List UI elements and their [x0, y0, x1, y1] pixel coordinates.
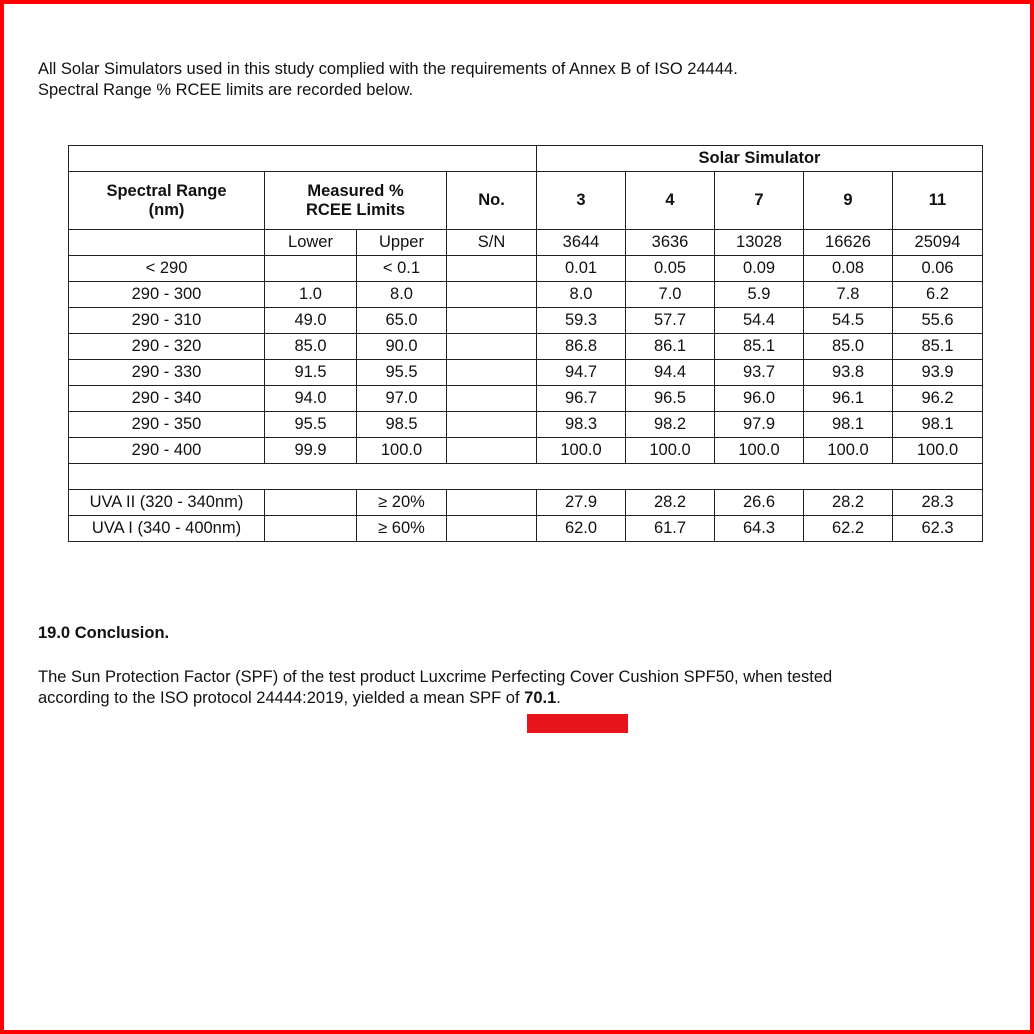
value-cell: 7.8 [804, 282, 893, 308]
range-cell: UVA II (320 - 340nm) [69, 490, 265, 516]
serial: 13028 [715, 230, 804, 256]
value-cell: 6.2 [893, 282, 983, 308]
lower-cell: 94.0 [265, 386, 357, 412]
value-cell: 96.2 [893, 386, 983, 412]
table-row [69, 282, 983, 308]
lower-cell: 85.0 [265, 334, 357, 360]
value-cell: 93.7 [715, 360, 804, 386]
value-cell: 86.1 [626, 334, 715, 360]
value-cell: 96.7 [537, 386, 626, 412]
blank-header [69, 146, 537, 172]
value-cell: 28.2 [626, 490, 715, 516]
upper-cell: ≥ 60% [357, 516, 447, 542]
range-cell: 290 - 400 [69, 438, 265, 464]
no-cell [447, 256, 537, 282]
value-cell: 27.9 [537, 490, 626, 516]
value-cell: 7.0 [626, 282, 715, 308]
value-cell: 100.0 [804, 438, 893, 464]
value-cell: 0.09 [715, 256, 804, 282]
lower-cell: 1.0 [265, 282, 357, 308]
upper-cell: 97.0 [357, 386, 447, 412]
value-cell: 62.2 [804, 516, 893, 542]
spacer-row [69, 464, 983, 490]
sn-label: S/N [447, 230, 537, 256]
value-cell: 54.5 [804, 308, 893, 334]
value-cell: 28.2 [804, 490, 893, 516]
table-row [69, 334, 983, 360]
value-cell: 86.8 [537, 334, 626, 360]
sim-number: 4 [626, 172, 715, 230]
value-cell: 28.3 [893, 490, 983, 516]
table-row [69, 412, 983, 438]
value-cell: 100.0 [537, 438, 626, 464]
intro-text [38, 59, 738, 101]
no-cell [447, 412, 537, 438]
spf-value: 70.1 [524, 689, 557, 707]
value-cell: 97.9 [715, 412, 804, 438]
value-cell: 98.1 [804, 412, 893, 438]
upper-cell: 65.0 [357, 308, 447, 334]
value-cell: 96.0 [715, 386, 804, 412]
value-cell: 85.1 [893, 334, 983, 360]
value-cell: 59.3 [537, 308, 626, 334]
value-cell: 85.1 [715, 334, 804, 360]
sim-number: 11 [893, 172, 983, 230]
serial: 25094 [893, 230, 983, 256]
conclusion-text [38, 667, 832, 709]
table-row [69, 516, 983, 542]
upper-cell: 95.5 [357, 360, 447, 386]
value-cell: 62.3 [893, 516, 983, 542]
value-cell: 55.6 [893, 308, 983, 334]
no-cell [447, 282, 537, 308]
table-row [69, 308, 983, 334]
value-cell: 93.8 [804, 360, 893, 386]
no-cell [447, 308, 537, 334]
table-row [69, 360, 983, 386]
value-cell: 96.1 [804, 386, 893, 412]
range-cell: < 290 [69, 256, 265, 282]
no-cell [447, 386, 537, 412]
value-cell: 94.7 [537, 360, 626, 386]
range-cell: UVA I (340 - 400nm) [69, 516, 265, 542]
serial: 3644 [537, 230, 626, 256]
intro-line-2: Spectral Range % RCEE limits are recorded below. [38, 81, 414, 99]
lower-cell: 99.9 [265, 438, 357, 464]
upper-cell: 98.5 [357, 412, 447, 438]
range-cell: 290 - 310 [69, 308, 265, 334]
value-cell: 100.0 [626, 438, 715, 464]
upper-label: Upper [357, 230, 447, 256]
no-cell [447, 516, 537, 542]
conclusion-line-1: The Sun Protection Factor (SPF) of the test product Luxcrime Perfecting Cover Cushion SPF50, when tested [38, 668, 833, 686]
sim-number: 9 [804, 172, 893, 230]
serial: 3636 [626, 230, 715, 256]
col-measured-rcee: Measured % RCEE Limits [265, 172, 447, 230]
upper-cell: < 0.1 [357, 256, 447, 282]
lower-cell [265, 490, 357, 516]
table-row [69, 490, 983, 516]
value-cell: 98.3 [537, 412, 626, 438]
lower-cell [265, 256, 357, 282]
no-cell [447, 438, 537, 464]
lower-cell: 91.5 [265, 360, 357, 386]
sim-number: 3 [537, 172, 626, 230]
value-cell: 98.2 [626, 412, 715, 438]
lower-label: Lower [265, 230, 357, 256]
value-cell: 98.1 [893, 412, 983, 438]
value-cell: 0.08 [804, 256, 893, 282]
no-cell [447, 334, 537, 360]
value-cell: 85.0 [804, 334, 893, 360]
range-cell: 290 - 350 [69, 412, 265, 438]
upper-cell: 8.0 [357, 282, 447, 308]
lower-cell [265, 516, 357, 542]
value-cell: 57.7 [626, 308, 715, 334]
table-row [69, 438, 983, 464]
value-cell: 0.06 [893, 256, 983, 282]
lower-cell: 95.5 [265, 412, 357, 438]
value-cell: 8.0 [537, 282, 626, 308]
value-cell: 0.01 [537, 256, 626, 282]
range-cell: 290 - 340 [69, 386, 265, 412]
value-cell: 61.7 [626, 516, 715, 542]
conclusion-line-2: according to the ISO protocol 24444:2019, yielded a mean SPF of 70.1. [38, 689, 561, 707]
value-cell: 26.6 [715, 490, 804, 516]
col-no: No. [447, 172, 537, 230]
group-header: Solar Simulator [537, 146, 983, 172]
value-cell: 62.0 [537, 516, 626, 542]
value-cell: 100.0 [715, 438, 804, 464]
value-cell: 93.9 [893, 360, 983, 386]
upper-cell: ≥ 20% [357, 490, 447, 516]
table-row [69, 386, 983, 412]
blank-cell [69, 230, 265, 256]
upper-cell: 100.0 [357, 438, 447, 464]
range-cell: 290 - 330 [69, 360, 265, 386]
highlight-mark [527, 714, 628, 733]
range-cell: 290 - 320 [69, 334, 265, 360]
value-cell: 5.9 [715, 282, 804, 308]
rcee-table [68, 145, 983, 542]
sim-number: 7 [715, 172, 804, 230]
value-cell: 0.05 [626, 256, 715, 282]
conclusion-heading: 19.0 Conclusion. [38, 624, 170, 642]
lower-cell: 49.0 [265, 308, 357, 334]
no-cell [447, 490, 537, 516]
value-cell: 100.0 [893, 438, 983, 464]
range-cell: 290 - 300 [69, 282, 265, 308]
value-cell: 96.5 [626, 386, 715, 412]
value-cell: 64.3 [715, 516, 804, 542]
no-cell [447, 360, 537, 386]
serial: 16626 [804, 230, 893, 256]
upper-cell: 90.0 [357, 334, 447, 360]
value-cell: 94.4 [626, 360, 715, 386]
value-cell: 54.4 [715, 308, 804, 334]
table-row [69, 256, 983, 282]
col-spectral-range: Spectral Range (nm) [69, 172, 265, 230]
intro-line-1: All Solar Simulators used in this study complied with the requirements of Annex B of ISO 24444. [38, 60, 738, 78]
